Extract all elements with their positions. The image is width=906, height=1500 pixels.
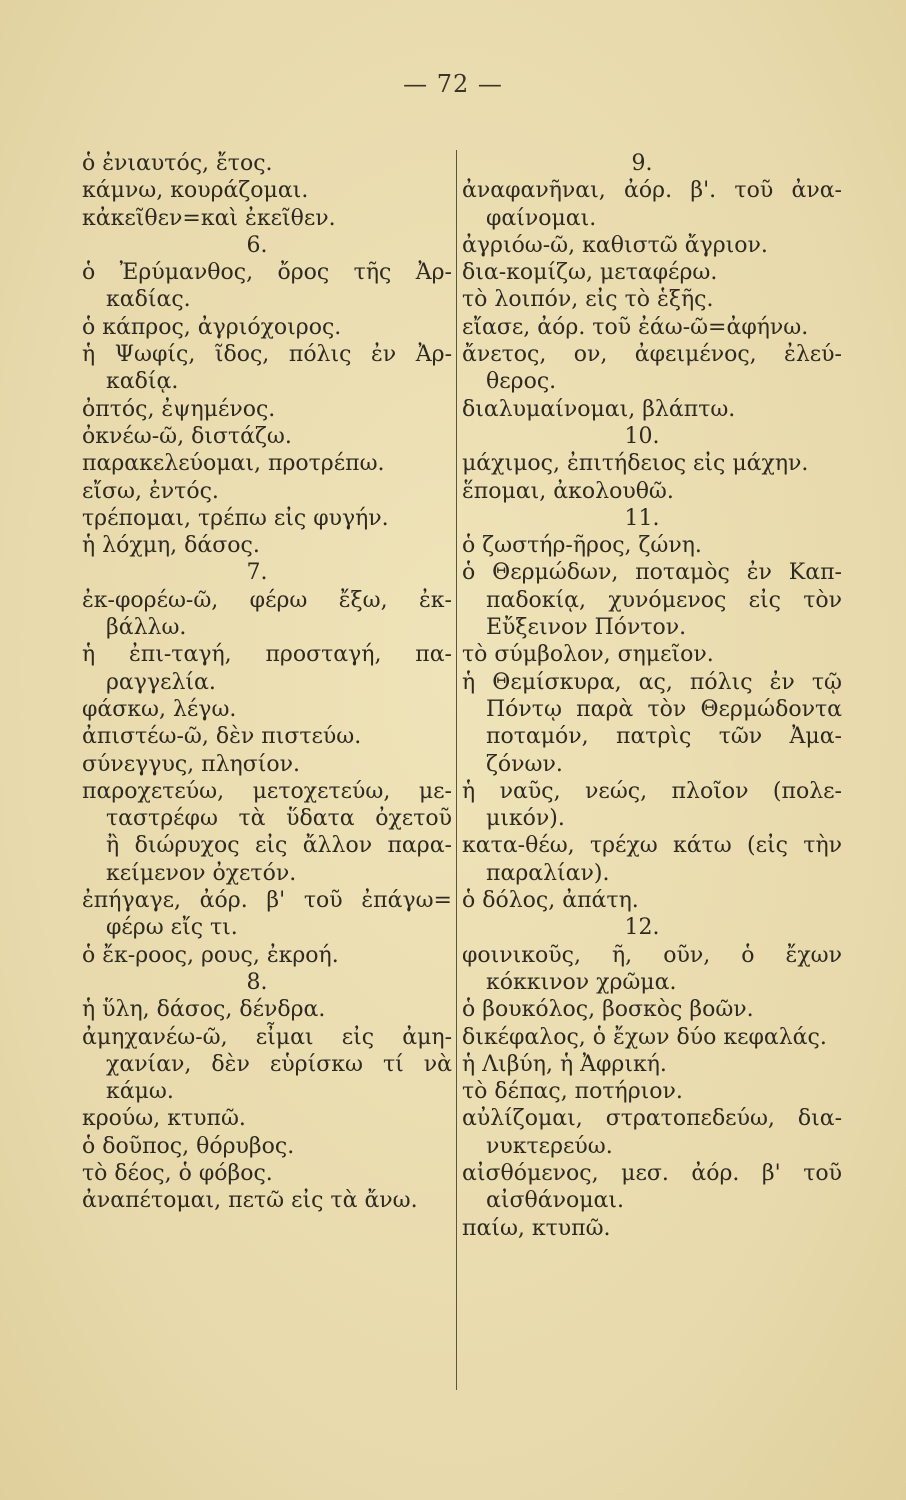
glossary-line: καδίᾳ. bbox=[106, 369, 179, 395]
glossary-line: ὁ Θερμώδων, ποταμὸς ἐν Καπ- bbox=[462, 560, 842, 586]
glossary-line: αἰσθόμενος, μεσ. ἀόρ. β' τοῦ bbox=[462, 1160, 842, 1186]
glossary-line: δικέφαλος, ὁ ἔχων δύο κεφαλάς. bbox=[462, 1024, 827, 1050]
glossary-line: ἀγριόω-ῶ, καθιστῶ ἄγριον. bbox=[462, 232, 768, 258]
section-number: 12. bbox=[624, 915, 660, 941]
glossary-line: σύνεγγυς, πλησίον. bbox=[82, 751, 300, 777]
section-number: 7. bbox=[246, 560, 268, 586]
glossary-line: χανίαν, δὲν εὑρίσκω τί νὰ bbox=[106, 1051, 452, 1077]
glossary-line: παδοκίᾳ, χυνόμενος εἰς τὸν bbox=[486, 587, 842, 613]
glossary-line: παίω, κτυπῶ. bbox=[462, 1215, 611, 1241]
glossary-line: κατα-θέω, τρέχω κάτω (εἰς τὴν bbox=[462, 833, 842, 859]
glossary-line: μικόν). bbox=[486, 806, 565, 832]
section-number: 6. bbox=[246, 232, 268, 258]
glossary-line: ὁ δοῦπος, θόρυβος. bbox=[82, 1133, 295, 1159]
glossary-line: θερος. bbox=[486, 369, 557, 395]
glossary-line: τὸ λοιπόν, εἰς τὸ ἑξῆς. bbox=[462, 287, 714, 313]
section-number: 9. bbox=[631, 151, 653, 176]
glossary-line: ἡ ὕλη, δάσος, δένδρα. bbox=[82, 997, 326, 1023]
glossary-line: ὁ κάπρος, ἀγριόχοιρος. bbox=[82, 314, 342, 340]
section-number: 10. bbox=[624, 423, 660, 449]
glossary-line: παραλίαν). bbox=[486, 860, 610, 886]
glossary-line: εἴασε, ἀόρ. τοῦ ἐάω-ῶ=ἀφήνω. bbox=[462, 314, 809, 340]
glossary-line: διαλυμαίνομαι, βλάπτω. bbox=[462, 396, 736, 422]
glossary-line: τὸ δέος, ὁ φόβος. bbox=[82, 1160, 273, 1186]
glossary-line: ραγγελία. bbox=[106, 669, 216, 695]
glossary-line: Εὔξεινον Πόντον. bbox=[486, 615, 687, 641]
glossary-line: ἀναπέτομαι, πετῶ εἰς τὰ ἄνω. bbox=[82, 1188, 418, 1214]
glossary-line: ἕπομαι, ἀκολουθῶ. bbox=[462, 478, 674, 504]
glossary-line: τὸ δέπας, ποτήριον. bbox=[462, 1079, 683, 1105]
glossary-line: παροχετεύω, μετοχετεύω, με- bbox=[82, 778, 452, 804]
glossary-line: βάλλω. bbox=[106, 615, 187, 641]
glossary-line: ὁ ἔκ-ροος, ρους, ἐκροή. bbox=[82, 942, 339, 968]
glossary-line: ἡ Ψωφίς, ῖδος, πόλις ἐν Ἀρ- bbox=[82, 342, 452, 368]
glossary-line: ὁ ἐνιαυτός, ἔτος. bbox=[82, 151, 273, 176]
glossary-line: ταστρέφω τὰ ὕδατα ὀχετοῦ bbox=[106, 806, 452, 832]
glossary-line: τὸ σύμβολον, σημεῖον. bbox=[462, 642, 714, 668]
glossary-line: φαίνομαι. bbox=[486, 205, 597, 231]
glossary-line: αἰσθάνομαι. bbox=[486, 1188, 624, 1214]
glossary-line: ἡ ἐπι-ταγή, προσταγή, πα- bbox=[82, 642, 452, 668]
glossary-line: ἀπιστέω-ῶ, δὲν πιστεύω. bbox=[82, 724, 362, 750]
glossary-line: φοινικοῦς, ῆ, οῦν, ὁ ἔχων bbox=[462, 942, 842, 968]
glossary-line: κρούω, κτυπῶ. bbox=[82, 1106, 246, 1132]
glossary-line: κείμενον ὀχετόν. bbox=[106, 860, 297, 886]
glossary-line: κἀκεῖθεν=καὶ ἐκεῖθεν. bbox=[82, 205, 336, 231]
glossary-line: ἐπήγαγε, ἀόρ. β' τοῦ ἐπάγω= bbox=[82, 888, 452, 914]
glossary-line: δια-κομίζω, μεταφέρω. bbox=[462, 260, 718, 286]
glossary-line: ὀπτός, ἐψημένος. bbox=[82, 396, 276, 422]
glossary-line: ἀναφανῆναι, ἀόρ. β'. τοῦ ἀνα- bbox=[462, 178, 842, 204]
glossary-line: ὁ Ἐρύμανθος, ὄρος τῆς Ἀρ- bbox=[82, 260, 452, 286]
glossary-line: ζόνων. bbox=[486, 751, 563, 777]
page-number: — 72 — bbox=[403, 70, 503, 98]
glossary-line: παρακελεύομαι, προτρέπω. bbox=[82, 451, 385, 477]
glossary-line: φάσκω, λέγω. bbox=[82, 696, 237, 722]
glossary-line: ὀκνέω-ῶ, διστάζω. bbox=[82, 423, 292, 449]
glossary-line: ἢ διώρυχος εἰς ἄλλον παρα- bbox=[106, 833, 452, 859]
glossary-line: ἐκ-φορέω-ῶ, φέρω ἔξω, ἐκ- bbox=[82, 587, 452, 613]
glossary-line: ἡ Λιβύη, ἡ Ἀφρική. bbox=[462, 1051, 667, 1077]
glossary-line: ἡ Θεμίσκυρα, ας, πόλις ἐν τῷ bbox=[462, 669, 842, 695]
glossary-line: τρέπομαι, τρέπω εἰς φυγήν. bbox=[82, 505, 389, 531]
glossary-line: Πόντῳ παρὰ τὸν Θερμώδοντα bbox=[486, 696, 842, 722]
column-divider bbox=[456, 150, 457, 1390]
glossary-line: μάχιμος, ἐπιτήδειος εἰς μάχην. bbox=[462, 451, 809, 477]
glossary-line: καδίας. bbox=[106, 287, 191, 313]
glossary-line: ἀμηχανέω-ῶ, εἶμαι εἰς ἀμη- bbox=[82, 1024, 452, 1050]
glossary-line: νυκτερεύω. bbox=[486, 1133, 613, 1159]
glossary-line: εἴσω, ἐντός. bbox=[82, 478, 219, 504]
glossary-line: ὁ βουκόλος, βοσκὸς βοῶν. bbox=[462, 997, 754, 1023]
glossary-line: ποταμόν, πατρὶς τῶν Ἀμα- bbox=[486, 724, 842, 750]
section-number: 11. bbox=[624, 505, 660, 531]
glossary-line: κάμω. bbox=[106, 1079, 174, 1105]
glossary-line: ὁ ζωστήρ-ῆρος, ζώνη. bbox=[462, 533, 702, 559]
section-number: 8. bbox=[246, 969, 268, 995]
right-column bbox=[462, 150, 842, 1242]
glossary-line: κάμνω, κουράζομαι. bbox=[82, 178, 309, 204]
glossary-line: αὐλίζομαι, στρατοπεδεύω, δια- bbox=[462, 1106, 842, 1132]
glossary-line: κόκκινον χρῶμα. bbox=[486, 969, 677, 995]
glossary-line: φέρω εἴς τι. bbox=[106, 915, 238, 941]
glossary-line: ἡ λόχμη, δάσος. bbox=[82, 533, 260, 559]
glossary-line: ὁ δόλος, ἀπάτη. bbox=[462, 888, 639, 914]
glossary-line: ἡ ναῦς, νεώς, πλοῖον (πολε- bbox=[462, 778, 842, 804]
left-column bbox=[82, 150, 452, 1215]
glossary-line: ἄνετος, ον, ἀφειμένος, ἐλεύ- bbox=[462, 342, 842, 368]
